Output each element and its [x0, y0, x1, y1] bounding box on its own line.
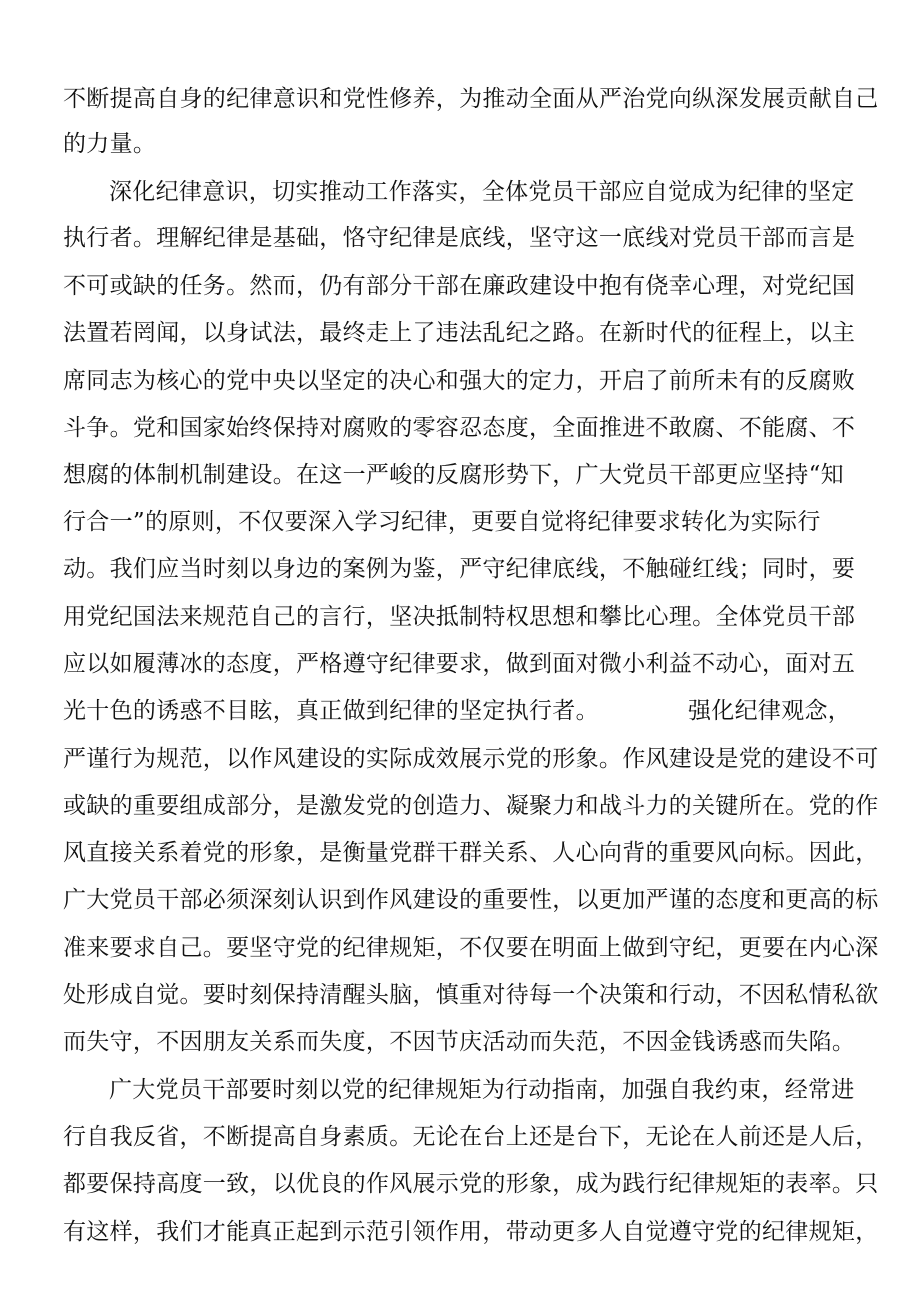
text-line: 用党纪国法来规范自己的言行，坚决抵制特权思想和攀比心理。全体党员干部	[63, 604, 856, 630]
text-line: 有这样，我们才能真正起到示范引领作用，带动更多人自觉遵守党的纪律规矩，	[63, 1219, 879, 1245]
text-line: 或缺的重要组成部分，是激发党的创造力、凝聚力和战斗力的关键所在。党的作	[63, 793, 879, 819]
text-line: 都要保持高度一致，以优良的作风展示党的形象，成为践行纪律规矩的表率。只	[63, 1171, 879, 1197]
text-line: 想腐的体制机制建设。在这一严峻的反腐形势下，广大党员干部更应坚持“知	[63, 462, 844, 488]
text-line: 行合一”的原则，不仅要深入学习纪律，更要自觉将纪律要求转化为实际行	[63, 509, 821, 535]
text-line: 法置若罔闻，以身试法，最终走上了违法乱纪之路。在新时代的征程上，以主	[63, 320, 856, 346]
text-line: 应以如履薄冰的态度，严格遵守纪律要求，做到面对微小利益不动心，面对五	[63, 651, 856, 677]
text-line: 准来要求自己。要坚守党的纪律规矩，不仅要在明面上做到守纪，更要在内心深	[63, 935, 879, 961]
text-line: 强化纪律观念，	[688, 698, 852, 724]
text-line: 风直接关系着党的形象，是衡量党群干群关系、人心向背的重要风向标。因此，	[63, 840, 879, 866]
text-line: 执行者。理解纪律是基础，恪守纪律是底线，坚守这一底线对党员干部而言是	[63, 225, 856, 251]
text-line: 深化纪律意识，切实推动工作落实，全体党员干部应自觉成为纪律的坚定	[109, 179, 855, 205]
text-line: 处形成自觉。要时刻保持清醒头脑，慎重对待每一个决策和行动，不因私情私欲	[63, 982, 879, 1008]
text-line: 严谨行为规范，以作风建设的实际成效展示党的形象。作风建设是党的建设不可	[63, 746, 879, 772]
text-line: 而失守，不因朋友关系而失度，不因节庆活动而失范，不因金钱诱惑而失陷。	[63, 1029, 856, 1055]
text-line: 行自我反省，不断提高自身素质。无论在台上还是台下，无论在人前还是人后，	[63, 1124, 879, 1150]
text-line: 席同志为核心的党中央以坚定的决心和强大的定力，开启了前所未有的反腐败	[63, 368, 856, 394]
text-line: 光十色的诱惑不目眩，真正做到纪律的坚定执行者。	[63, 698, 599, 724]
text-line: 斗争。党和国家始终保持对腐败的零容忍态度，全面推进不敢腐、不能腐、不	[63, 415, 856, 441]
text-line: 不断提高自身的纪律意识和党性修养，为推动全面从严治党向纵深发展贡献自己	[63, 86, 879, 112]
text-line: 的力量。	[63, 131, 157, 157]
text-line: 广大党员干部要时刻以党的纪律规矩为行动指南，加强自我约束，经常进	[109, 1077, 855, 1103]
text-line: 动。我们应当时刻以身边的案例为鉴，严守纪律底线，不触碰红线；同时，要	[63, 556, 856, 582]
text-line: 广大党员干部必须深刻认识到作风建设的重要性，以更加严谨的态度和更高的标	[63, 887, 879, 913]
text-line: 不可或缺的任务。然而，仍有部分干部在廉政建设中抱有侥幸心理，对党纪国	[63, 273, 856, 299]
